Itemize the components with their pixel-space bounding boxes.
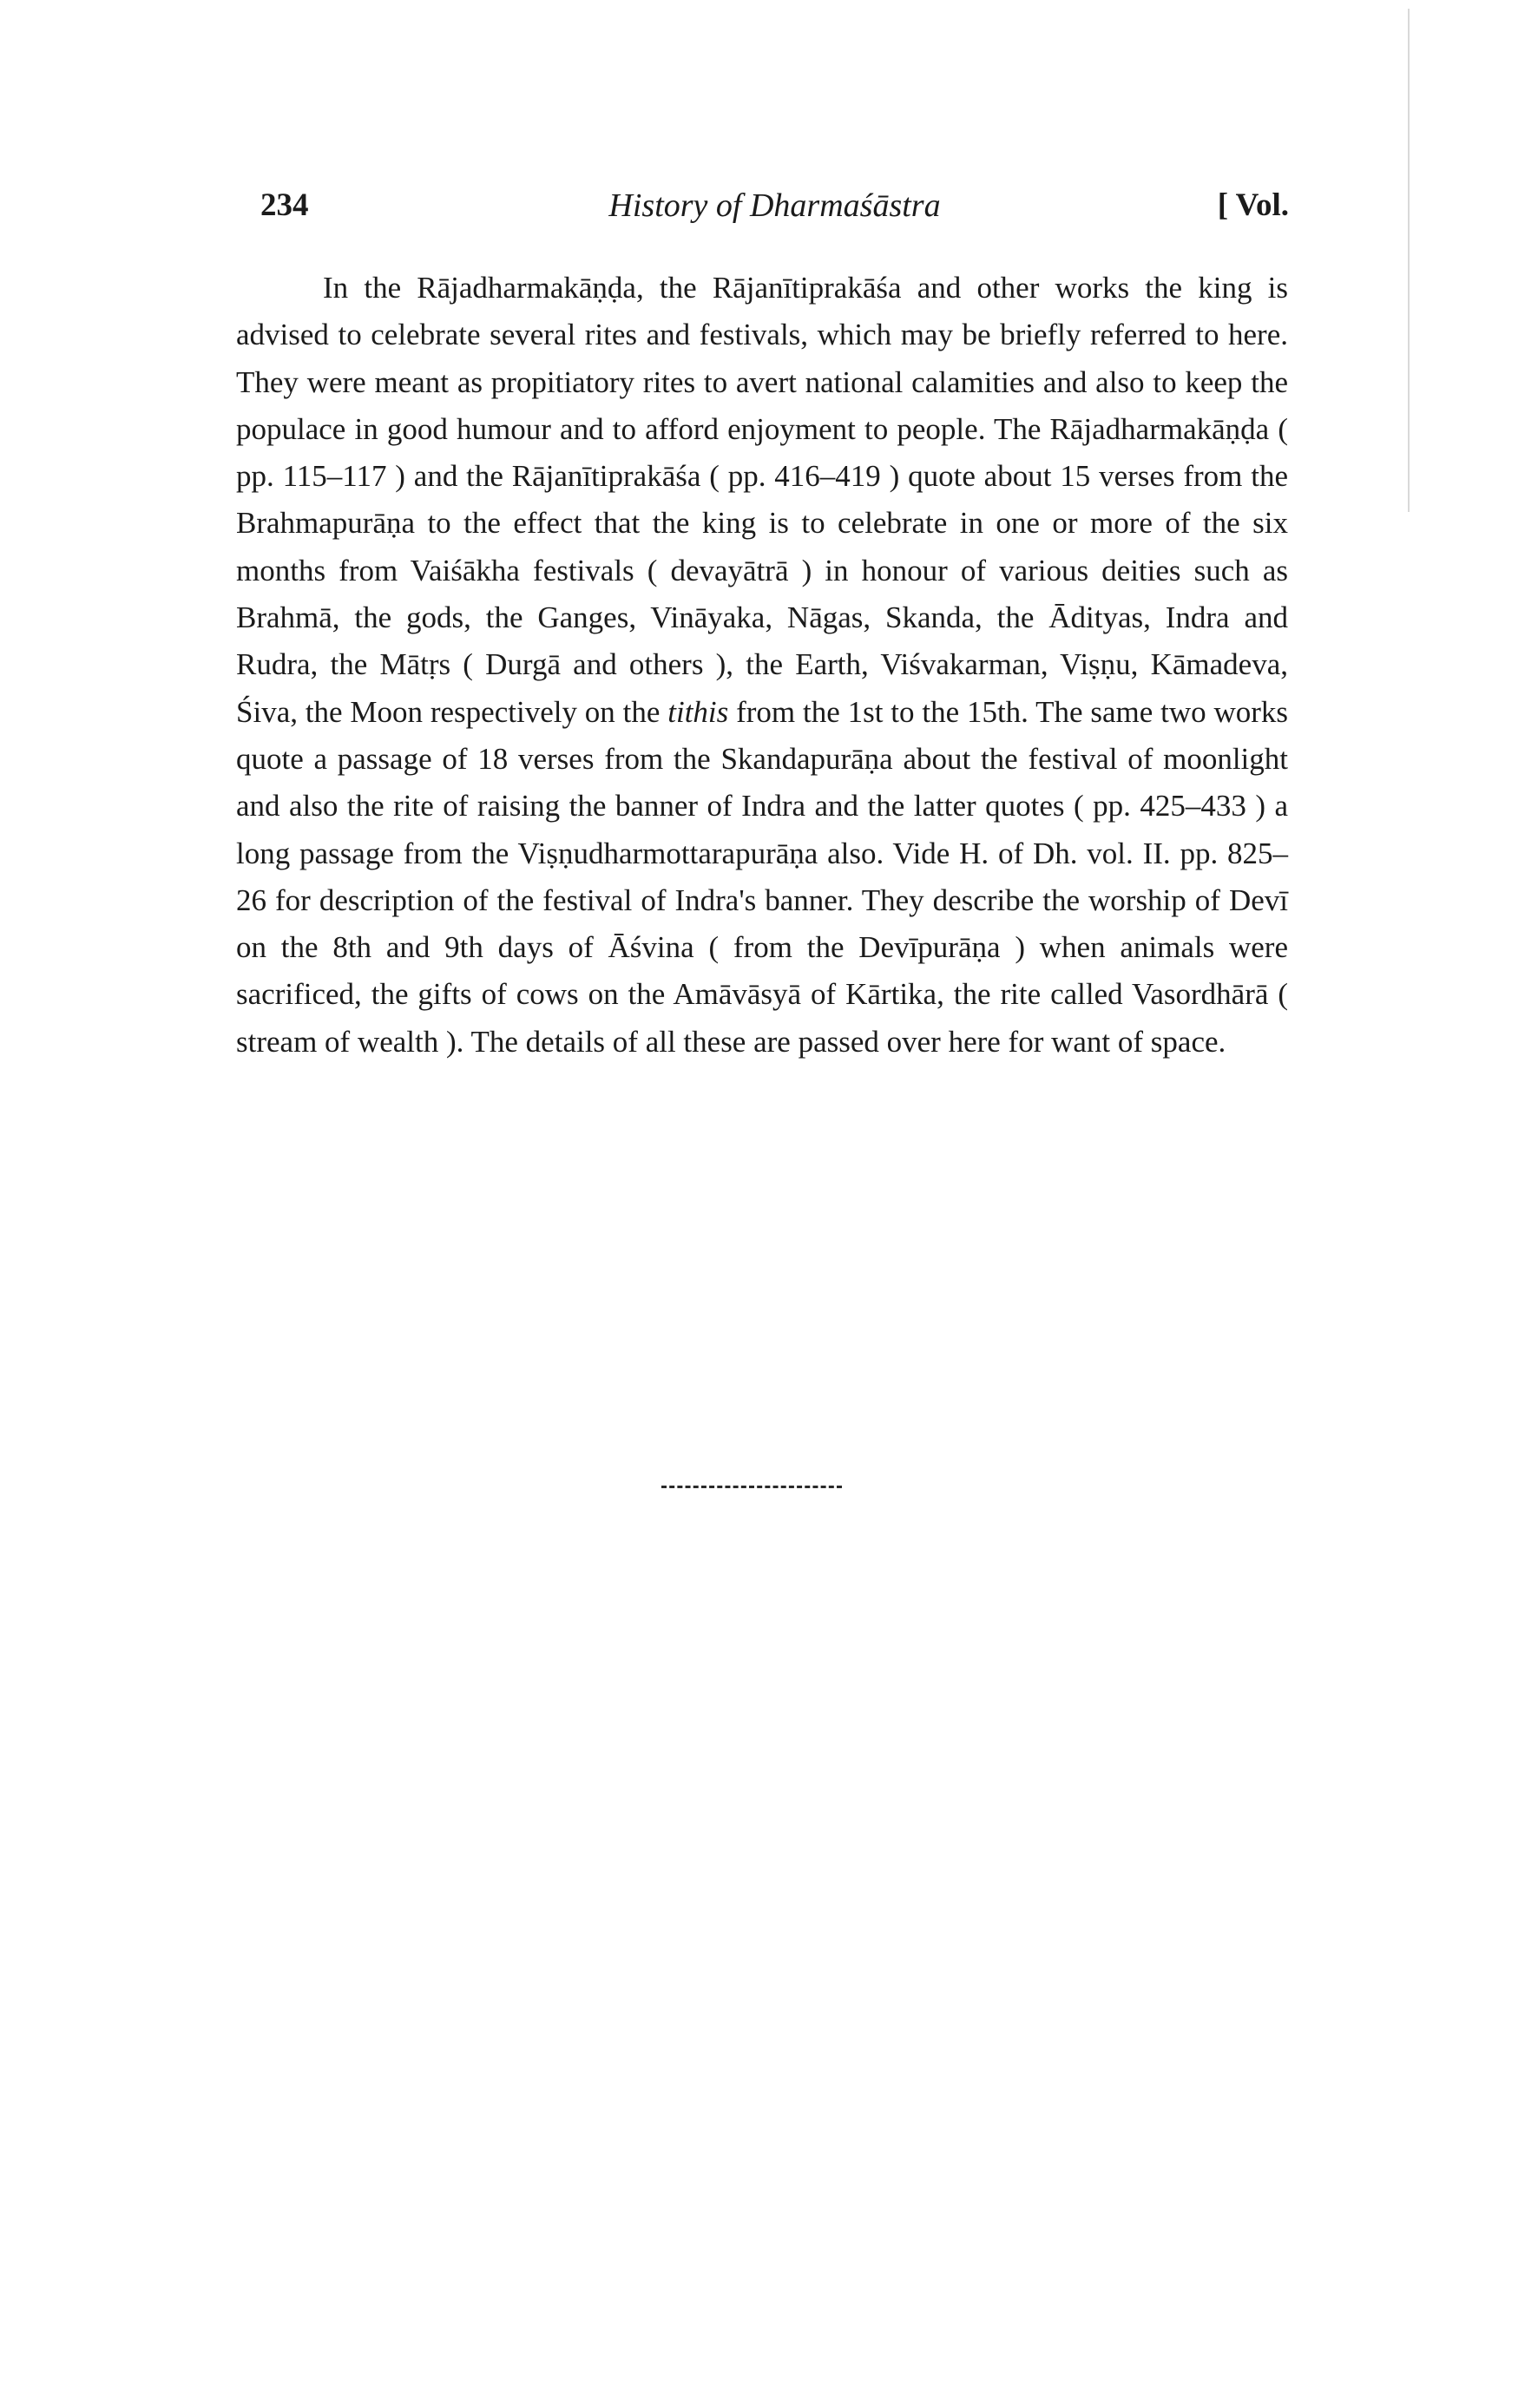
volume-label: [ Vol. [1217, 187, 1289, 223]
scan-artifact-line [1408, 9, 1410, 512]
section-end-rule [661, 1486, 842, 1488]
page-header [260, 187, 1289, 239]
body-paragraph [236, 265, 1288, 1066]
italic-term: tithis [667, 694, 729, 729]
page-number: 234 [260, 187, 309, 223]
paragraph-text-part1: In the Rājadharmakāṇḍa, the Rājanītiprakāśa and other works the king is advised to celebrate several rites and festivals, which may be briefly referred to here. They were meant as propitiatory rites to avert national calamities and also to keep the populace in good humour and to afford enjoyment to people. The Rājadharmakāṇḍa ( pp. 115–117 ) and the Rājanītiprakāśa ( pp. 416–419 ) quote about 15 verses from the Brahmapurāṇa to the effect that the king is to celebrate in one or more of the six months from Vaiśākha festivals ( devayātrā ) in honour of various deities such as Brahmā, the gods, the Ganges, Vināyaka, Nāgas, Skanda, the Ādityas, Indra and Rudra, the Mātṛs ( Durgā and others ), the Earth, Viśvakarman, Viṣṇu, Kāmadeva, Śiva, the Moon respectively on the [236, 271, 1288, 729]
running-title: History of Dharmaśāstra [608, 187, 941, 224]
paragraph-text-part2: from the 1st to the 15th. The same two works quote a passage of 18 verses from the Skandapurāṇa about the festival of moonlight and also the rite of raising the banner of Indra and the latter quotes ( pp. 425–433 ) a long passage from the Viṣṇudharmottarapurāṇa also. Vide H. of Dh. vol. II. pp. 825–26 for description of the festival of Indra's banner. They describe the worship of Devī on the 8th and 9th days of Āśvina ( from the Devīpurāṇa ) when animals were sacrificed, the gifts of cows on the Amāvāsyā of Kārtika, the rite called Vasordhārā ( stream of wealth ). The details of all these are passed over here for want of space. [236, 694, 1289, 1059]
